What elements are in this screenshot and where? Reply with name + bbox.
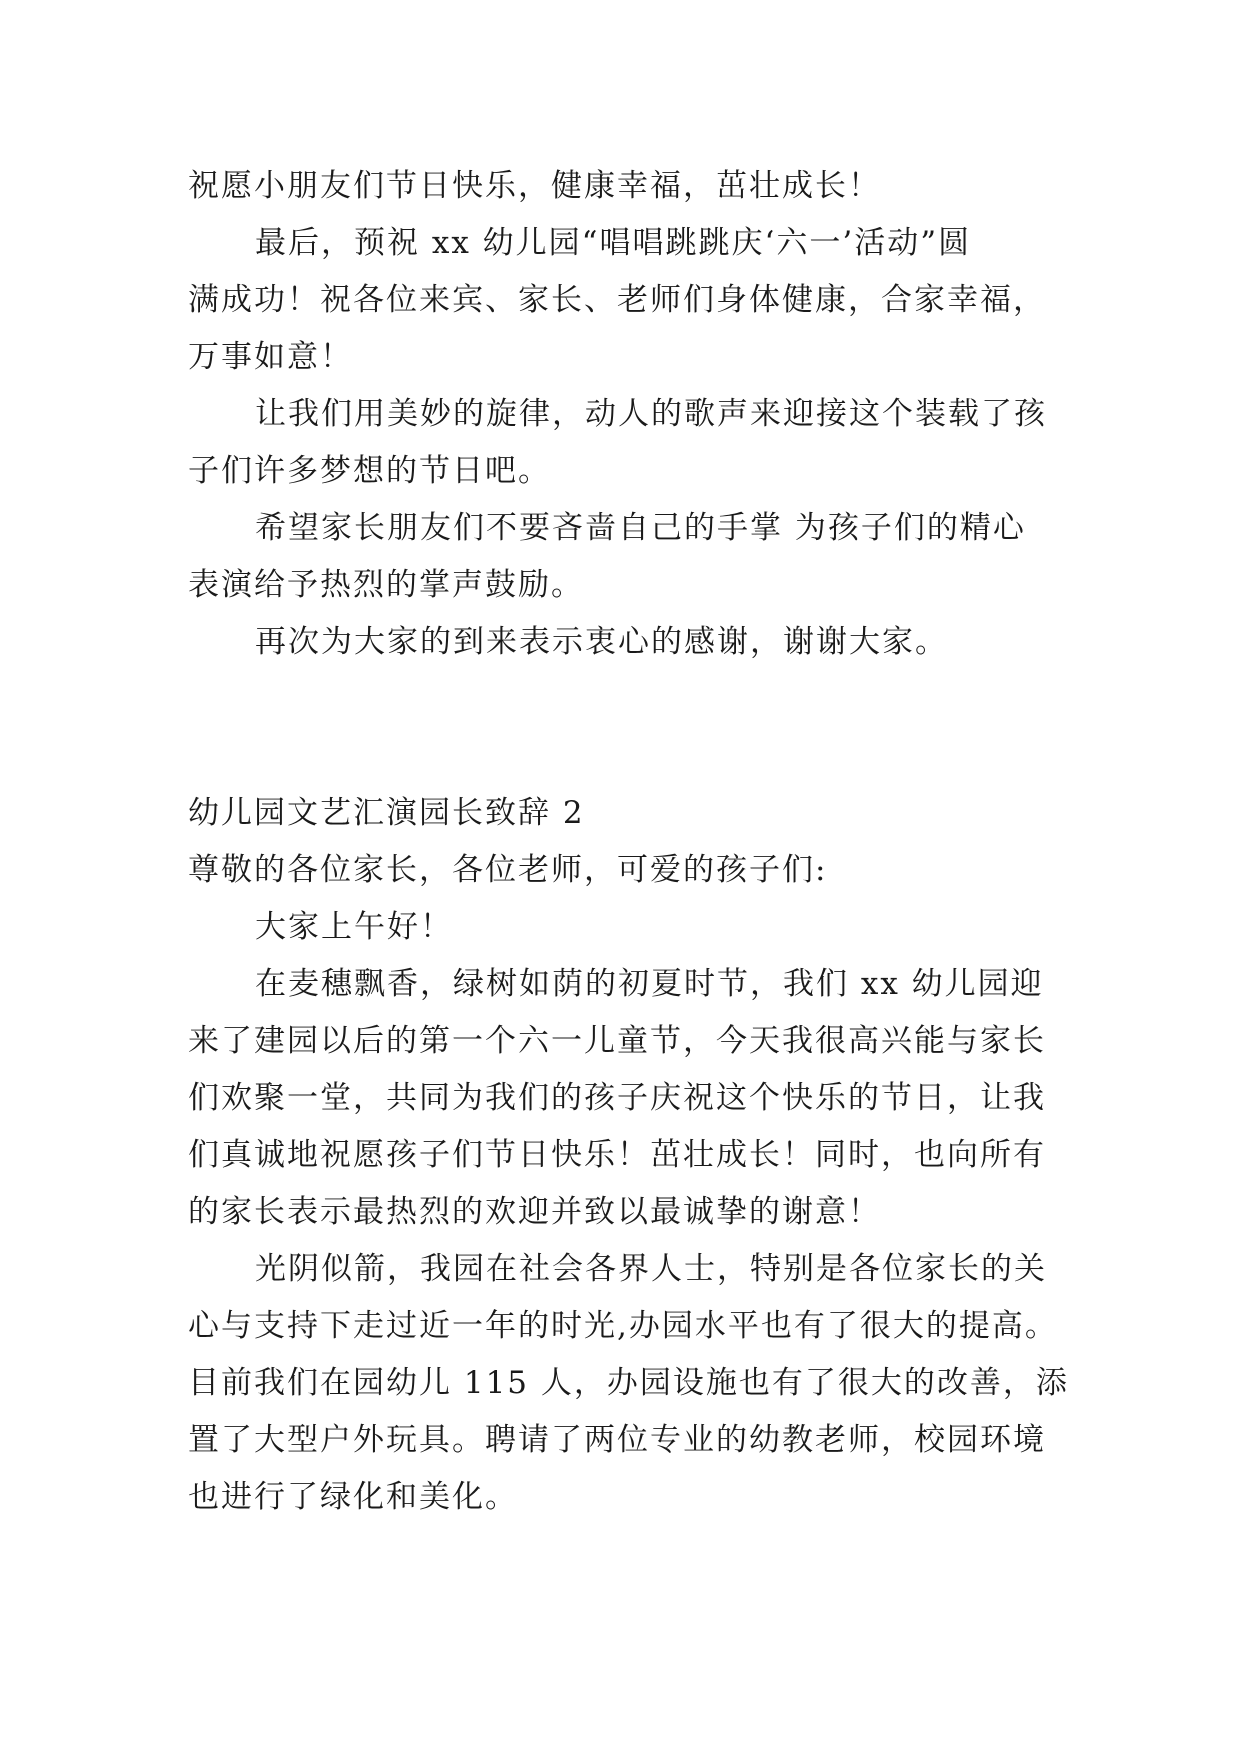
text-line: 祝愿小朋友们节日快乐，健康幸福，茁壮成长！ <box>188 168 881 204</box>
text-line: 子们许多梦想的节日吧。 <box>188 453 551 489</box>
text-line: 也进行了绿化和美化。 <box>188 1479 518 1515</box>
text-line: 表演给予热烈的掌声鼓励。 <box>188 567 584 603</box>
text-line: 在麦穗飘香，绿树如荫的初夏时节，我们 xx 幼儿园迎 <box>255 966 1044 1002</box>
text-line: 最后，预祝 xx 幼儿园“唱唱跳跳庆‘六一’活动”圆 <box>255 225 972 261</box>
text-line: 满成功！祝各位来宾、家长、老师们身体健康，合家幸福， <box>188 282 1046 318</box>
text-line: 光阴似箭，我园在社会各界人士，特别是各位家长的关 <box>255 1251 1047 1287</box>
text-line: 心与支持下走过近一年的时光,办园水平也有了很大的提高。 <box>188 1308 1058 1344</box>
text-line: 的家长表示最热烈的欢迎并致以最诚挚的谢意！ <box>188 1194 881 1230</box>
greeting: 大家上午好！ <box>255 909 453 945</box>
text-line: 希望家长朋友们不要吝啬自己的手掌 为孩子们的精心 <box>255 510 1026 546</box>
text-line: 置了大型户外玩具。聘请了两位专业的幼教老师，校园环境 <box>188 1422 1046 1458</box>
text-line: 们欢聚一堂，共同为我们的孩子庆祝这个快乐的节日，让我 <box>188 1080 1046 1116</box>
text-line: 目前我们在园幼儿 115 人，办园设施也有了很大的改善，添 <box>188 1365 1069 1401</box>
section-title: 幼儿园文艺汇演园长致辞 2 <box>188 795 585 831</box>
text-line: 们真诚地祝愿孩子们节日快乐！茁壮成长！同时，也向所有 <box>188 1137 1046 1173</box>
salutation: 尊敬的各位家长，各位老师，可爱的孩子们: <box>188 852 828 888</box>
text-line: 再次为大家的到来表示衷心的感谢，谢谢大家。 <box>255 624 948 660</box>
text-line: 万事如意！ <box>188 339 353 375</box>
text-line: 来了建园以后的第一个六一儿童节，今天我很高兴能与家长 <box>188 1023 1046 1059</box>
text-line: 让我们用美妙的旋律，动人的歌声来迎接这个装载了孩 <box>255 396 1047 432</box>
